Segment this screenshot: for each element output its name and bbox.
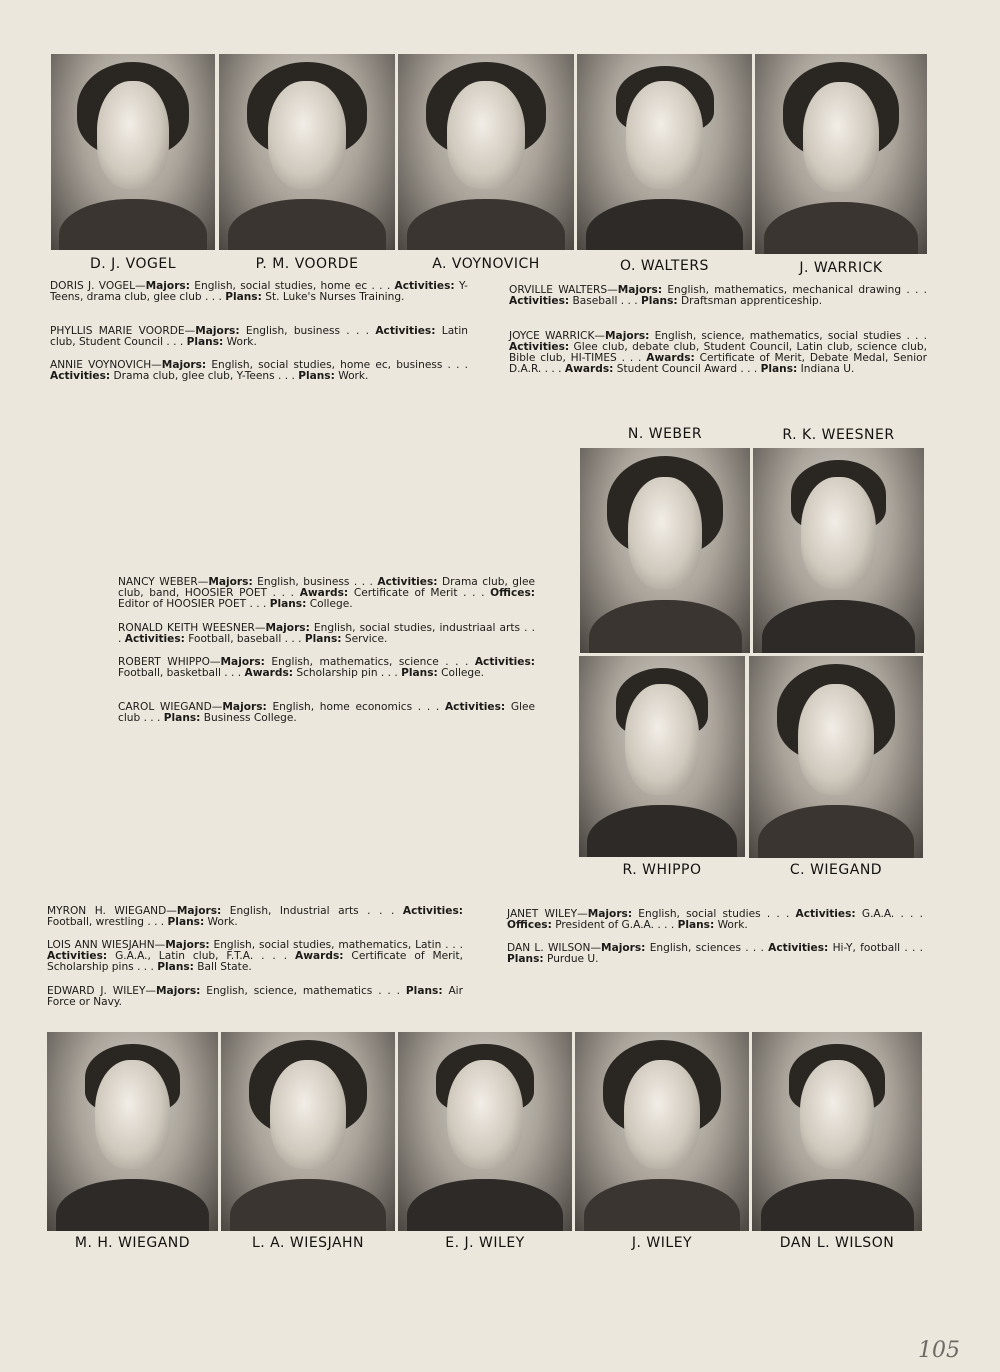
student-bio: ROBERT WHIPPO—Majors: English, mathematics, science . . . Activities: Football, basketball . . . Awards: Scholarship pin . . . Plans: College.	[118, 656, 535, 679]
portrait-caption: C. WIEGAND	[789, 862, 883, 878]
portrait-caption: L. A. WIESJAHN	[251, 1235, 365, 1251]
portrait-caption: P. M. VOORDE	[255, 256, 359, 272]
portrait-photo	[577, 54, 752, 250]
student-bio: ANNIE VOYNOVICH—Majors: English, social studies, home ec, business . . . Activities: Drama club, glee club, Y-Teens . . . Plans: Work.	[50, 359, 468, 382]
portrait-caption: O. WALTERS	[620, 258, 709, 274]
student-bio: NANCY WEBER—Majors: English, business . . . Activities: Drama club, glee club, band, HOOSIER POET . . . Awards: Certificate of Merit . . . Offices: Editor of HOOSIER POET . . . Plans: College.	[118, 576, 535, 610]
portrait-caption: R. K. WEESNER	[782, 427, 895, 443]
page-number: 105	[918, 1338, 960, 1363]
portrait-photo	[755, 54, 927, 254]
portrait-photo	[580, 448, 750, 653]
student-bio: RONALD KEITH WEESNER—Majors: English, social studies, industriaal arts . . . Activities: Football, baseball . . . Plans: Service.	[118, 622, 535, 645]
student-bio: CAROL WIEGAND—Majors: English, home economics . . . Activities: Glee club . . . Plans: Business College.	[118, 701, 536, 724]
portrait-photo	[575, 1032, 749, 1231]
portrait-caption: E. J. WILEY	[445, 1235, 525, 1251]
student-bio: EDWARD J. WILEY—Majors: English, science, mathematics . . . Plans: Air Force or Navy.	[47, 985, 463, 1008]
portrait-caption: J. WARRICK	[799, 260, 883, 276]
portrait-caption: A. VOYNOVICH	[432, 256, 540, 272]
student-bio: DAN L. WILSON—Majors: English, sciences . . . Activities: Hi-Y, football . . . Plans: Purdue U.	[507, 942, 924, 965]
portrait-caption: M. H. WIEGAND	[74, 1235, 191, 1251]
portrait-photo	[753, 448, 924, 653]
portrait-photo	[579, 656, 745, 857]
student-bio: ORVILLE WALTERS—Majors: English, mathematics, mechanical drawing . . . Activities: Baseball . . . Plans: Draftsman apprenticeship.	[509, 284, 927, 307]
portrait-photo	[752, 1032, 922, 1231]
portrait-caption: DAN L. WILSON	[779, 1235, 895, 1251]
portrait-photo	[47, 1032, 218, 1231]
portrait-photo	[219, 54, 395, 250]
student-bio: MYRON H. WIEGAND—Majors: English, Industrial arts . . . Activities: Football, wrestling . . . Plans: Work.	[47, 905, 464, 928]
student-bio: JOYCE WARRICK—Majors: English, science, mathematics, social studies . . . Activities: Glee club, debate club, Student Council, Latin club, science club, Bible club, HI-TIMES . . . Awards: Certificate of Merit, Debate Medal, Senior D.A.R. . . . Awards: Student Council Award . . . Plans: Indiana U.	[509, 330, 928, 375]
portrait-caption: N. WEBER	[627, 426, 703, 442]
portrait-photo	[749, 656, 923, 858]
portrait-caption: J. WILEY	[631, 1235, 693, 1251]
student-bio: LOIS ANN WIESJAHN—Majors: English, social studies, mathematics, Latin . . . Activities: G.A.A., Latin club, F.T.A. . . . Awards: Certificate of Merit, Scholarship pins . . . Plans: Ball State.	[47, 939, 463, 973]
portrait-photo	[51, 54, 215, 250]
student-bio: JANET WILEY—Majors: English, social studies . . . Activities: G.A.A. . . . Offices: President of G.A.A. . . . Plans: Work.	[507, 908, 923, 931]
portrait-photo	[398, 1032, 572, 1231]
portrait-caption: R. WHIPPO	[622, 862, 702, 878]
student-bio: DORIS J. VOGEL—Majors: English, social studies, home ec . . . Activities: Y-Teens, drama club, glee club . . . Plans: St. Luke's Nurses Training.	[50, 280, 468, 303]
portrait-photo	[398, 54, 574, 250]
portrait-caption: D. J. VOGEL	[89, 256, 177, 272]
student-bio: PHYLLIS MARIE VOORDE—Majors: English, business . . . Activities: Latin club, Student Council . . . Plans: Work.	[50, 325, 468, 348]
portrait-photo	[221, 1032, 395, 1231]
